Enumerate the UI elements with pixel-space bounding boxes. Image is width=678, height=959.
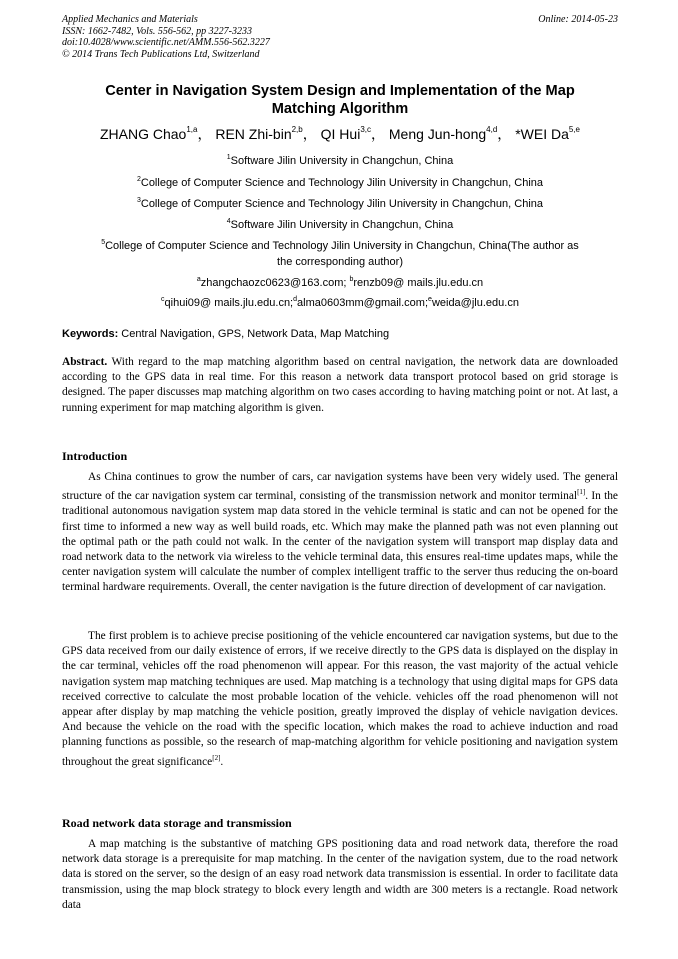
- affiliation-5: $^5$College of Computer Science and Technology Jilin University in Changchun, China(The author as the corresponding author): [101, 239, 579, 268]
- section-heading-introduction: Introduction: [62, 449, 128, 463]
- author-list: [40, 124, 640, 144]
- affiliation-2: $^2$College of Computer Science and Technology Jilin University in Changchun, China: [136, 176, 544, 189]
- affiliation-1: $^1$Software Jilin University in Changchun, China: [226, 154, 454, 167]
- title-line-2: Matching Algorithm: [271, 101, 409, 117]
- citation-ref: [2]: [212, 753, 221, 762]
- section2-paragraph-1: A map matching is the substantive of matching GPS positioning data and road network data, therefore the road network data storage is a prerequisite for map matching. In the center of the navigation system, due to the road network data is stored on the server, so the design of an easy road network data transmission is essential. In order to facilitate data transmission, using the map block strategy to block every length and width are 300 meters is a rectangle. Road network data: [62, 838, 618, 911]
- abstract-text: With regard to the map matching algorithm based on central navigation, the network data are downloaded according to the GPS data in real time. For this reason a network data transport protocol based on grid storage is designed. The paper discusses map matching algorithm on two cases according to having matching point or not. At last, a running experiment for map matching algorithm is given.: [62, 356, 618, 414]
- email-line-1: $^a$zhangchaozc0623@163.com; $^b$renzb09@ mails.jlu.edu.cn: [196, 276, 484, 289]
- email-line-2: $^c$qihui09@ mails.jlu.edu.cn;$^d$alma0603mm@gmail.com;$^e$weida@jlu.edu.cn: [161, 296, 519, 309]
- author: QI Hui$^{3,c}$，: [320, 125, 385, 142]
- doi-line: doi:10.4028/www.scientific.net/AMM.556-562.3227: [62, 37, 270, 48]
- affiliation-3: $^3$College of Computer Science and Technology Jilin University in Changchun, China: [136, 197, 544, 210]
- abstract-label: Abstract.: [62, 356, 108, 368]
- citation-ref: [1]: [577, 488, 586, 497]
- intro-paragraph-2: The first problem is to achieve precise positioning of the vehicle encountered car navigation systems, but due to the GPS data received from our daily existence of errors, if we receive directly to the GPS data is displayed on the display in the car terminal, vehicles off the road phenomenon will appear. For this reason, the vast majority of the actual vehicle navigation system map matching techniques are used. Map matching is a technology that using digital maps for GPS data received corrective to calculate the most probable location of the vehicle. vehicles off the road phenomenon will not appear after display by map matching the vehicle position, greatly improved the display of vehicle navigation devices. And because the vehicle on the road with the specific location, which makes the road to achieve induction and road planning functions as possible, so the research of map-matching algorithm for vehicle positioning and navigation system throughout the great significance[2].: [62, 630, 618, 768]
- keywords-text: Central Navigation, GPS, Network Data, Map Matching: [118, 328, 390, 340]
- journal-header: [62, 14, 618, 60]
- journal-name: Applied Mechanics and Materials: [62, 14, 198, 25]
- author: Meng Jun-hong$^{4,d}$，: [388, 125, 512, 142]
- author: *WEI Da$^{5,e}$: [515, 125, 580, 142]
- keywords: [62, 328, 618, 340]
- author: ZHANG Chao$^{1,a}$，: [99, 125, 212, 142]
- intro-paragraph-1: As China continues to grow the number of cars, car navigation systems have been very widely used. The general structure of the car navigation system car terminal, consisting of the transmission network and monitor terminal[1]. In the traditional autonomous navigation system map data stored in the vehicle terminal is static and can not be opened for the first time to informed a new way as well build roads, etc. Which may make the planned path was not even planning out the optimal path or the path could not walk. In the center of the navigation system will transport map display data and road network data to the network via wireless to the vehicle terminal data, this ensures real-time updates maps, while the center navigation system will calculate the number of complex intelligent traffic to the server thus reducing the on-board terminal hardware requirements. Overall, the center navigation is the future direction of development of car navigation.: [62, 471, 618, 594]
- author: REN Zhi-bin$^{2,b}$，: [215, 125, 317, 142]
- paper-title: [62, 82, 618, 118]
- keywords-label: Keywords:: [62, 328, 119, 340]
- copyright-line: © 2014 Trans Tech Publications Ltd, Switzerland: [62, 48, 260, 60]
- abstract: [62, 355, 618, 416]
- affiliation-4: $^4$Software Jilin University in Changchun, China: [226, 218, 454, 231]
- online-date: Online: 2014-05-23: [538, 14, 618, 25]
- section-heading-road-network: Road network data storage and transmission: [62, 816, 292, 830]
- issn-line: ISSN: 1662-7482, Vols. 556-562, pp 3227-3233: [62, 25, 252, 37]
- title-line-1: Center in Navigation System Design and Implementation of the Map: [105, 83, 575, 99]
